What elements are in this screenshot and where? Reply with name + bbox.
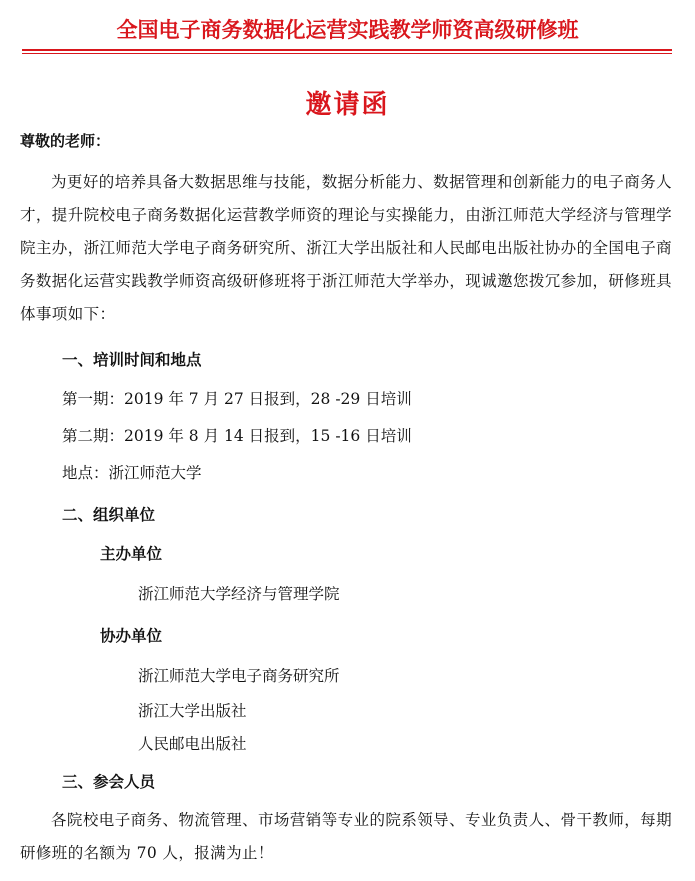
co-host-item: 浙江师范大学电子商务研究所 [138,667,340,685]
section-heading-organizers: 二、组织单位 [62,506,156,524]
host-item: 浙江师范大学经济与管理学院 [138,585,340,603]
header-divider-thin [22,53,672,54]
host-subheading: 主办单位 [100,545,163,563]
session-two-line: 第二期：2019 年 8 月 14 日报到，15 -16 日培训 [62,427,412,445]
co-host-subheading: 协办单位 [100,627,163,645]
header-divider [22,49,672,51]
co-host-item: 人民邮电出版社 [138,735,247,753]
section-heading-time-location: 一、培训时间和地点 [62,351,202,369]
document-title: 邀请函 [305,90,390,120]
participants-paragraph: 各院校电子商务、物流管理、市场营销等专业的院系领导、专业负责人、骨干教师，每期研修班的名额为 70 人，报满为止！ [20,811,672,862]
salutation: 尊敬的老师： [20,132,111,150]
intro-paragraph: 为更好的培养具备大数据思维与技能，数据分析能力、数据管理和创新能力的电子商务人才，提升院校电子商务数据化运营教学师资的理论与实操能力，由浙江师范大学经济与管理学院主办，浙江师范大学电子商务研究所、浙江大学出版社和人民邮电出版社协办的全国电子商务数据化运营实践教学师资高级研修班将于浙江师范大学举办，现诚邀您拨冗参加，研修班具体事项如下： [20,173,672,323]
section-heading-participants: 三、参会人员 [62,773,156,791]
session-one-line: 第一期：2019 年 7 月 27 日报到，28 -29 日培训 [62,390,412,408]
co-host-item: 浙江大学出版社 [138,702,247,720]
location-line: 地点：浙江师范大学 [62,464,202,482]
header-title: 全国电子商务数据化运营实践教学师资高级研修班 [116,18,579,42]
